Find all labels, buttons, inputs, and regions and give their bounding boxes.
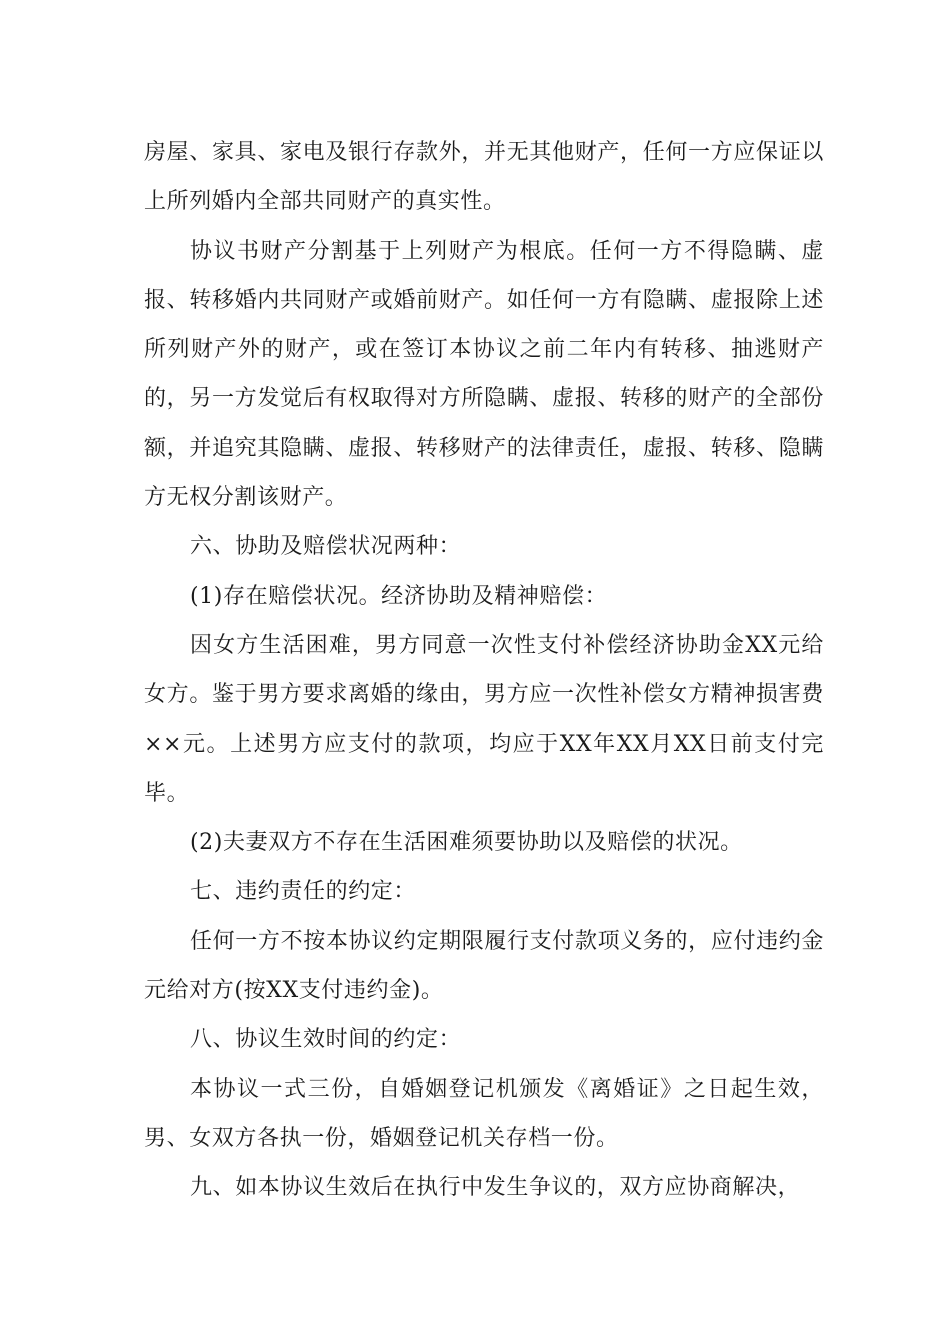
paragraph-property-division: 协议书财产分割基于上列财产为根底。任何一方不得隐瞒、虚报、转移婚内共同财产或婚前财产。如任何一方有隐瞒、虚报除上述所列财产外的财产，或在签订本协议之前二年内有转移、抽逃财产的，另一方发觉后有权取得对方所隐瞒、虚报、转移的财产的全部份额，并追究其隐瞒、虚报、转移财产的法律责任，虚报、转移、隐瞒方无权分割该财产。 <box>144 238 824 511</box>
section-heading-six: 六、协助及赔偿状况两种： <box>190 534 462 560</box>
paragraph-compensation: 因女方生活困难，男方同意一次性支付补偿经济协助金XX元给女方。鉴于男方要求离婚的缘由，男方应一次性补偿女方精神损害费××元。上述男方应支付的款项，均应于XX年XX月XX日前支付完毕。 <box>144 632 824 806</box>
section-heading-seven: 七、违约责任的约定： <box>190 879 417 905</box>
subsection-one: (1)存在赔偿状况。经济协助及精神赔偿： <box>190 583 608 609</box>
paragraph-property-list-end: 房屋、家具、家电及银行存款外，并无其他财产，任何一方应保证以上所列婚内全部共同财产的真实性。 <box>144 140 824 215</box>
paragraph-effective: 本协议一式三份，自婚姻登记机颁发《离婚证》之日起生效，男、女双方各执一份，婚姻登记机关存档一份。 <box>144 1076 824 1151</box>
section-heading-eight: 八、协议生效时间的约定： <box>190 1027 462 1053</box>
document-body <box>144 128 824 1213</box>
section-heading-nine: 九、如本协议生效后在执行中发生争议的，双方应协商解决， <box>190 1175 801 1201</box>
subsection-two: (2)夫妻双方不存在生活困难须要协助以及赔偿的状况。 <box>190 830 743 856</box>
paragraph-breach: 任何一方不按本协议约定期限履行支付款项义务的，应付违约金元给对方(按XX支付违约金)。 <box>144 928 824 1004</box>
